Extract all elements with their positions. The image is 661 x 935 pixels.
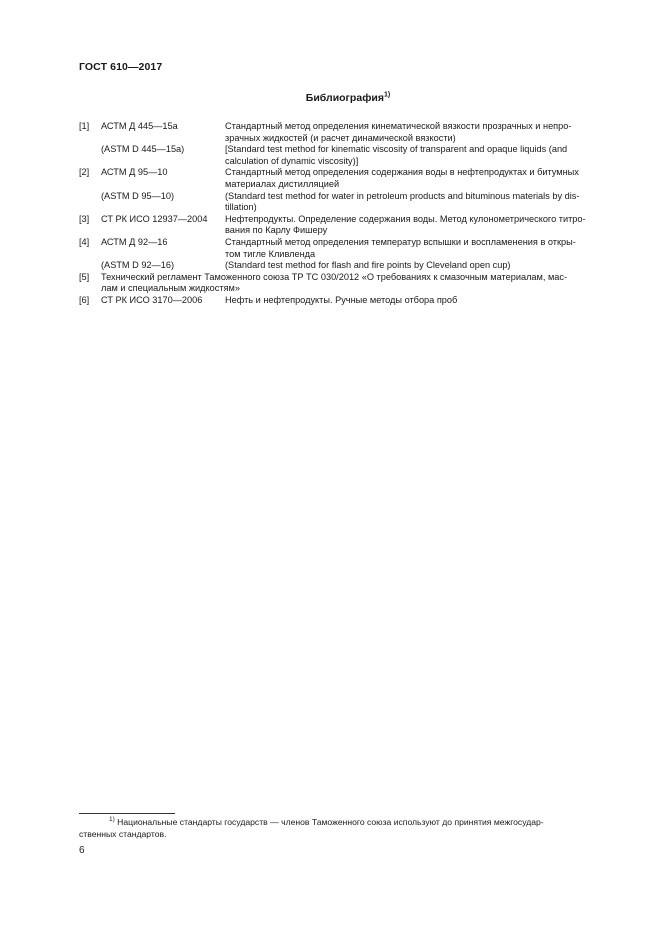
bib-entry-description: Стандартный метод определения температур вспышки и воспламенения в откры- (225, 236, 576, 247)
bib-entry-alt-description: [Standard test method for kinematic viscosity of transparent and opaque liquids (and (225, 144, 568, 155)
bibliography-title-text: Библиография (305, 92, 384, 104)
bib-entry-3 (79, 214, 617, 226)
bib-entry-1 (79, 121, 617, 133)
footnote-mark: 1) (109, 816, 115, 823)
bib-entry-description-cont: материалах дистилляцией (225, 178, 340, 189)
bib-entry-number: [6] (79, 294, 90, 305)
bib-entry-description-cont: том тигле Кливленда (225, 248, 316, 259)
footnote-divider (79, 813, 175, 814)
bib-entry-number: [2] (79, 167, 90, 178)
bib-entry-code: СТ РК ИСО 12937—2004 (101, 213, 208, 224)
footnote-text: Национальные стандарты государств — членов Таможенного союза используют до принятия межгосудар- (117, 817, 544, 827)
bib-entry-code: АСТМ Д 95—10 (101, 167, 168, 178)
bib-entry-code: СТ РК ИСО 3170—2006 (101, 294, 203, 305)
bib-entry-number: [3] (79, 213, 90, 224)
bib-entry-alt-description-cont: tillation) (225, 202, 257, 213)
bibliography-title (79, 92, 617, 104)
bib-entry-description: Стандартный метод определения содержания воды в нефтепродуктах и битумных (225, 167, 579, 178)
bib-entry-4 (79, 237, 617, 249)
footnote (79, 816, 617, 840)
bib-entry-alt-code: (ASTM D 95—10) (101, 190, 175, 201)
footnote-text-cont: ственных стандартов. (79, 829, 167, 839)
bib-entry-alt-code: (ASTM D 92—16) (101, 260, 175, 271)
page-number: 6 (79, 845, 85, 856)
bibliography-title-footnote-mark: 1) (383, 91, 391, 99)
bibliography-list (79, 121, 617, 307)
bib-entry-description: Нефть и нефтепродукты. Ручные методы отбора проб (225, 294, 458, 305)
bib-entry-5 (79, 272, 617, 284)
bib-entry-number: [1] (79, 121, 90, 131)
bib-entry-code: АСТМ Д 92—16 (101, 236, 168, 247)
bib-entry-number: [4] (79, 236, 90, 247)
bib-entry-6 (79, 295, 617, 307)
bib-entry-text: Технический регламент Таможенного союза ТР ТС 030/2012 «О требованиях к смазочным материалам, мас- (101, 271, 568, 282)
bib-entry-alt-description: (Standard test method for water in petroleum products and bituminous materials by dis- (225, 190, 580, 201)
bib-entry-alt-code: (ASTM D 445—15a) (101, 144, 185, 155)
bib-entry-description: Стандартный метод определения кинематической вязкости прозрачных и непро- (225, 121, 572, 131)
bib-entry-code: АСТМ Д 445—15а (101, 121, 178, 131)
bib-entry-description-cont: зрачных жидкостей (и расчет динамической вязкости) (225, 132, 456, 143)
page-header-standard: ГОСТ 610—2017 (79, 61, 163, 73)
bib-entry-description-cont: вания по Карлу Фишеру (225, 225, 328, 236)
bib-entry-text-cont: лам и специальным жидкостям» (101, 283, 240, 294)
bib-entry-description: Нефтепродукты. Определение содержания воды. Метод кулонометрического титро- (225, 213, 586, 224)
bib-entry-number: [5] (79, 271, 90, 282)
bib-entry-2 (79, 167, 617, 179)
bib-entry-alt-description: (Standard test method for flash and fire points by Cleveland open cup) (225, 260, 511, 271)
bib-entry-alt-description-cont: calculation of dynamic viscosity)] (225, 155, 359, 166)
